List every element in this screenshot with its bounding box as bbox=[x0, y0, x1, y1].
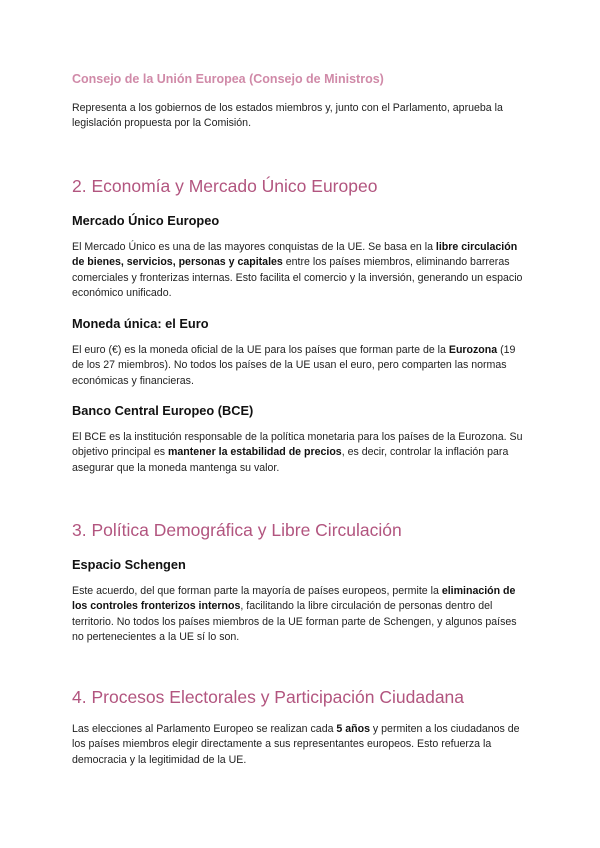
bce-paragraph bbox=[72, 430, 530, 476]
bold-text: eliminación de los controles fronterizos internos bbox=[72, 585, 516, 613]
section-4-title: 4. Procesos Electorales y Participación Ciudadana bbox=[72, 687, 465, 707]
mercado-unico-heading: Mercado Único Europeo bbox=[72, 213, 220, 228]
text-run: Las elecciones al Parlamento Europeo se realizan cada bbox=[72, 723, 337, 735]
council-heading: Consejo de la Unión Europea (Consejo de Ministros) bbox=[72, 72, 384, 86]
text-run: (19 de los 27 miembros). No todos los países de la UE usan el euro, pero comparten las normas económicas y financieras. bbox=[72, 344, 516, 387]
text-run: , facilitando la libre circulación de personas dentro del territorio. No todos los países miembros de la UE forman parte de Schengen, y algunos países no pertenecientes a la UE sí lo son. bbox=[72, 600, 517, 644]
mercado-unico-paragraph bbox=[72, 240, 530, 302]
bold-text: libre circulación de bienes, servicios, personas y capitales bbox=[72, 241, 518, 269]
text-run: y permiten a los ciudadanos de los países miembros elegir directamente a sus representantes europeos. Esto refuerza la democracia y la legitimidad de la UE. bbox=[72, 723, 520, 766]
section-3-title: 3. Política Demográfica y Libre Circulación bbox=[72, 520, 402, 540]
text-run: , es decir, controlar la inflación para asegurar que la moneda mantenga su valor. bbox=[72, 446, 509, 474]
euro-heading: Moneda única: el Euro bbox=[72, 316, 209, 331]
council-paragraph: Representa a los gobiernos de los estados miembros y, junto con el Parlamento, aprueba la legislación propuesta por la Comisión. bbox=[72, 102, 503, 130]
elections-paragraph bbox=[72, 722, 530, 768]
text-run: El euro (€) es la moneda oficial de la UE para los países que forman parte de la bbox=[72, 344, 449, 356]
schengen-paragraph bbox=[72, 584, 530, 646]
text-run: El BCE es la institución responsable de la política monetaria para los países de la Eurozona. Su objetivo principal es bbox=[72, 431, 523, 459]
bold-text: Eurozona bbox=[448, 344, 498, 356]
bce-heading: Banco Central Europeo (BCE) bbox=[72, 403, 254, 418]
euro-paragraph bbox=[72, 343, 530, 389]
schengen-heading: Espacio Schengen bbox=[72, 557, 186, 572]
text-run: Este acuerdo, del que forman parte la mayoría de países europeos, permite la bbox=[72, 585, 442, 597]
section-2-title: 2. Economía y Mercado Único Europeo bbox=[72, 176, 378, 196]
text-run: entre los países miembros, eliminando barreras comerciales y fronterizas internas. Esto facilita el comercio y la inversión, generando un espacio económico unificado. bbox=[72, 256, 523, 300]
bold-text: 5 años bbox=[336, 723, 370, 735]
text-run: El Mercado Único es una de las mayores conquistas de la UE. Se basa en la bbox=[72, 241, 436, 253]
bold-text: mantener la estabilidad de precios bbox=[168, 446, 342, 459]
